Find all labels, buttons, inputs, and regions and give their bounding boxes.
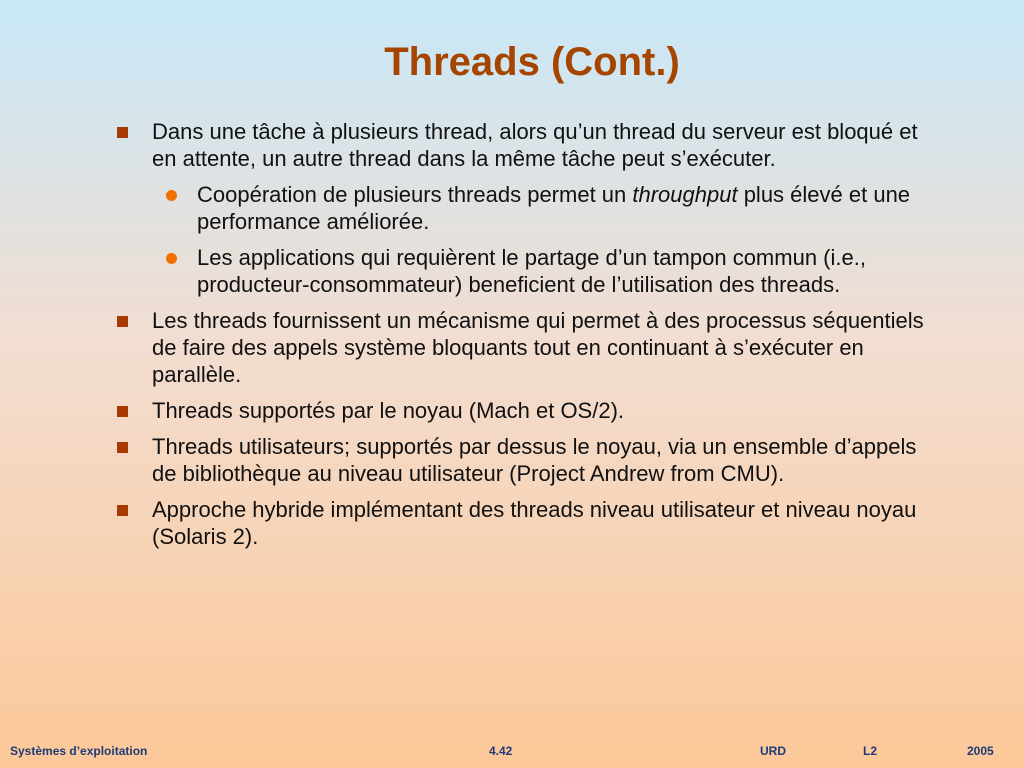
- footer-page-number: 4.42: [489, 744, 513, 758]
- bullet-item: [114, 118, 944, 172]
- bullet-text: Threads utilisateurs; supportés par dessus le noyau, via un ensemble d’appels de bibliothèque au niveau utilisateur (Project Andrew from CMU).: [152, 434, 917, 486]
- footer-org: URD: [760, 744, 786, 758]
- footer-year: 2005: [967, 744, 994, 758]
- square-bullet-icon: [117, 505, 128, 516]
- footer-course: Systèmes d’exploitation: [10, 744, 148, 758]
- sub-bullet-item: [114, 181, 944, 235]
- square-bullet-icon: [117, 442, 128, 453]
- bullet-text: Approche hybride implémentant des threads niveau utilisateur et niveau noyau (Solaris 2).: [152, 497, 917, 549]
- bullet-item: [114, 496, 944, 550]
- bullet-item: [114, 397, 944, 424]
- bullet-item: [114, 433, 944, 487]
- square-bullet-icon: [117, 316, 128, 327]
- bullet-text-after: plus élevé et une performance améliorée.: [197, 182, 911, 234]
- square-bullet-icon: [117, 406, 128, 417]
- round-bullet-icon: [166, 190, 177, 201]
- square-bullet-icon: [117, 127, 128, 138]
- bullet-text-before: Coopération de plusieurs threads permet un: [197, 182, 633, 207]
- sub-bullet-item: [114, 244, 944, 298]
- slide-title: Threads (Cont.): [384, 40, 680, 84]
- bullet-emphasis: throughput: [632, 182, 738, 207]
- bullet-text: Les threads fournissent un mécanisme qui permet à des processus séquentiels de faire des appels système bloquants tout en continuant à s’exécuter en parallèle.: [152, 308, 924, 387]
- footer-level: L2: [863, 744, 878, 758]
- bullet-text: Les applications qui requièrent le partage d’un tampon commun (i.e., producteur-consommateur) beneficient de l’utilisation des threads.: [197, 245, 866, 297]
- slide-body: [114, 118, 944, 559]
- bullet-text: Threads supportés par le noyau (Mach et OS/2).: [152, 398, 625, 423]
- bullet-text: Dans une tâche à plusieurs thread, alors qu’un thread du serveur est bloqué et en attente, un autre thread dans la même tâche peut s’exécuter.: [152, 119, 918, 171]
- bullet-item: [114, 307, 944, 388]
- round-bullet-icon: [166, 253, 177, 264]
